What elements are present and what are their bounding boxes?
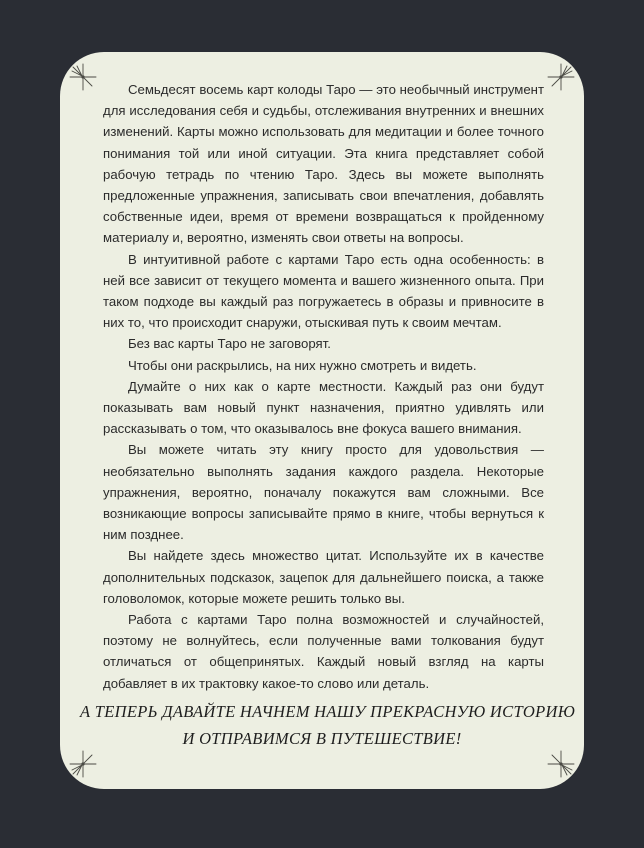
closing-line: И ОТПРАВИМСЯ В ПУТЕШЕСТВИЕ! — [182, 729, 462, 748]
body-text — [103, 79, 544, 694]
corner-ornament-icon — [546, 749, 576, 779]
paragraph: Работа с картами Таро полна возможностей и случайностей, поэтому не волнуйтесь, если полученные вами толкования будут отличаться от общепринятых. Каждый новый взгляд на карты добавляет в их трактовку какое-то слово или деталь. — [103, 612, 544, 691]
paragraph: В интуитивной работе с картами Таро есть одна особенность: в ней все зависит от текущего момента и вашего жизненного опыта. При таком подходе вы каждый раз погружаетесь в образы и привносите в них то, что происходит снаружи, отыскивая путь к своим мечтам. — [103, 251, 544, 331]
paragraph: Без вас карты Таро не заговорят. — [128, 336, 331, 352]
corner-ornament-icon — [68, 749, 98, 779]
corner-ornament-icon — [68, 62, 98, 92]
closing-heading — [80, 698, 576, 752]
paragraph: Вы найдете здесь множество цитат. Используйте их в качестве дополнительных подсказок, зацепок для дальнейшего поиска, а также головоломок, которые можете решить только вы. — [103, 548, 544, 606]
closing-line: А ТЕПЕРЬ ДАВАЙТЕ НАЧНЕМ НАШУ ПРЕКРАСНУЮ ИСТОРИЮ — [80, 702, 576, 721]
paragraph: Семьдесят восемь карт колоды Таро — это необычный инструмент для исследования себя и судьбы, отслеживания внутренних и внешних изменений. Карты можно использовать для медитации и более точного понимания той или иной ситуации. Эта книга представляет собой рабочую тетрадь по чтению Таро. Здесь вы можете выполнять предложенные упражнения, записывать свои впечатления, добавлять собственные идеи, время от времени возвращаться к пройденному материалу и, вероятно, изменять свои ответы на вопросы. — [103, 82, 544, 246]
corner-ornament-icon — [546, 62, 576, 92]
paragraph: Думайте о них как о карте местности. Каждый раз они будут показывать вам новый пункт назначения, приятно удивлять или рассказывать о том, что оказывалось вне фокуса вашего внимания. — [103, 378, 544, 437]
page-card — [60, 52, 584, 789]
paragraph: Вы можете читать эту книгу просто для удовольствия — необязательно выполнять задания каждого раздела. Некоторые упражнения, вероятно, поначалу покажутся вам сложными. Все возникающие вопросы записывайте прямо в книге, чтобы вернуться к ним позднее. — [103, 442, 544, 543]
paragraph: Чтобы они раскрылись, на них нужно смотреть и видеть. — [128, 357, 477, 373]
